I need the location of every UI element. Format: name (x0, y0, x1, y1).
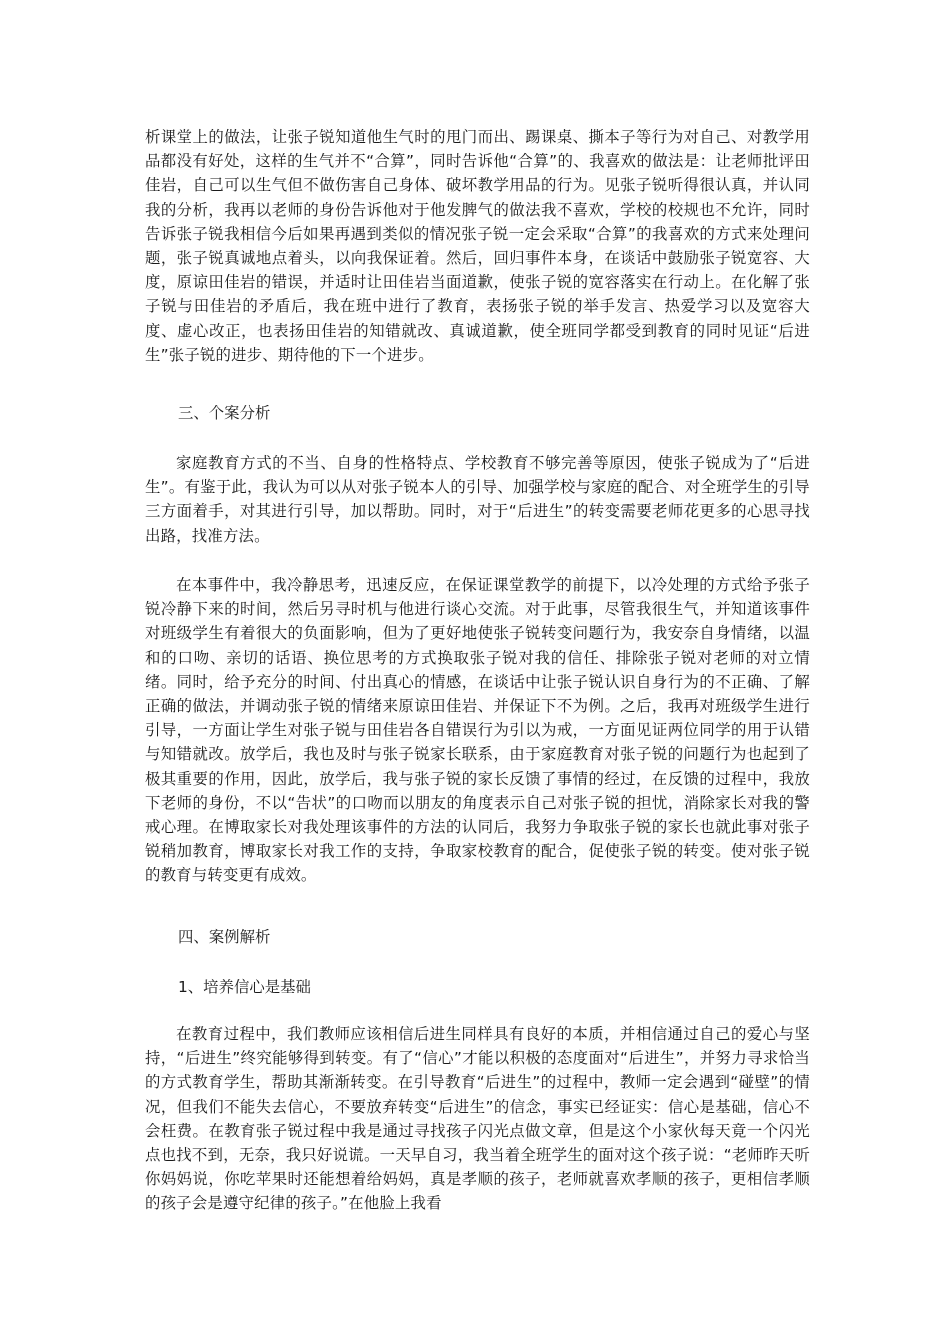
section-heading-case-interpretation: 四、案例解析 (178, 928, 271, 946)
paragraph-event-handling: 在本事件中，我冷静思考，迅速反应，在保证课堂教学的前提下，以冷处理的方式给予张子锐冷静下来的时间，然后另寻时机与他进行谈心交流。对于此事，尽管我很生气，并知道该事件对班级学生有着很大的负面影响，但为了更好地使张子锐转变问题行为，我安奈自身情绪，以温和的口吻、亲切的话语、换位思考的方式换取张子锐对我的信任、排除张子锐对老师的对立情绪。同时，给予充分的时间、付出真心的情感，在谈话中让张子锐认识自身行为的不正确、了解正确的做法，并调动张子锐的情绪来原谅田佳岩、并保证下不为例。之后，我再对班级学生进行引导，一方面让学生对张子锐与田佳岩各自错误行为引以为戒，一方面见证两位同学的用于认错与知错就改。放学后，我也及时与张子锐家长联系，由于家庭教育对张子锐的问题行为也起到了极其重要的作用，因此，放学后，我与张子锐的家长反馈了事情的经过，在反馈的过程中，我放下老师的身份，不以“告状”的口吻而以朋友的角度表示自己对张子锐的担忧，消除家长对我的警戒心理。在博取家长对我处理该事件的方法的认同后，我努力争取张子锐的家长也就此事对张子锐稍加教育，博取家长对我工作的支持，争取家校教育的配合，促使张子锐的转变。使对张子锐的教育与转变更有成效。 (145, 576, 810, 885)
section-heading-case-analysis: 三、个案分析 (178, 404, 271, 422)
paragraph-teacher-approach: 析课堂上的做法，让张子锐知道他生气时的甩门而出、踢课桌、撕本子等行为对自己、对教学用品都没有好处，这样的生气并不“合算”，同时告诉他“合算”的、我喜欢的做法是：让老师批评田佳岩，自己可以生气但不做伤害自己身体、破坏教学用品的行为。见张子锐听得很认真，并认同我的分析，我再以老师的身份告诉他对于他发脾气的做法我不喜欢，学校的校规也不允许，同时告诉张子锐我相信今后如果再遇到类似的情况张子锐一定会采取“合算”的我喜欢的方式来处理问题，张子锐真诚地点着头，以向我保证着。然后，回归事件本身，在谈话中鼓励张子锐宽容、大度，原谅田佳岩的错误，并适时让田佳岩当面道歉，使张子锐的宽容落实在行动上。在化解了张子锐与田佳岩的矛盾后，我在班中进行了教育，表扬张子锐的举手发言、热爱学习以及宽容大度、虚心改正，也表扬田佳岩的知错就改、真诚道歉，使全班同学都受到教育的同时见证“后进生”张子锐的进步、期待他的下一个进步。 (145, 128, 810, 364)
subheading-confidence: 1、培养信心是基础 (178, 978, 311, 996)
paragraph-confidence: 在教育过程中，我们教师应该相信后进生同样具有良好的本质，并相信通过自己的爱心与坚持，“后进生”终究能够得到转变。有了“信心”才能以积极的态度面对“后进生”，并努力寻求恰当的方式教育学生，帮助其渐渐转变。在引导教育“后进生”的过程中，教师一定会遇到“碰壁”的情况，但我们不能失去信心，不要放弃转变“后进生”的信念，事实已经证实：信心是基础，信心不会枉费。在教育张子锐过程中我是通过寻找孩子闪光点做文章，但是这个小家伙每天竟一个闪光点也找不到，无奈，我只好说谎。一天早自习，我当着全班学生的面对这个孩子说：“老师昨天听你妈妈说，你吃苹果时还能想着给妈妈，真是孝顺的孩子，老师就喜欢孝顺的孩子，更相信孝顺的孩子会是遵守纪律的孩子。”在他脸上我看 (145, 1025, 810, 1213)
paragraph-case-analysis: 家庭教育方式的不当、自身的性格特点、学校教育不够完善等原因，使张子锐成为了“后进生”。有鉴于此，我认为可以从对张子锐本人的引导、加强学校与家庭的配合、对全班学生的引导三方面着手，对其进行引导，加以帮助。同时，对于“后进生”的转变需要老师花更多的心思寻找出路，找准方法。 (145, 454, 810, 545)
